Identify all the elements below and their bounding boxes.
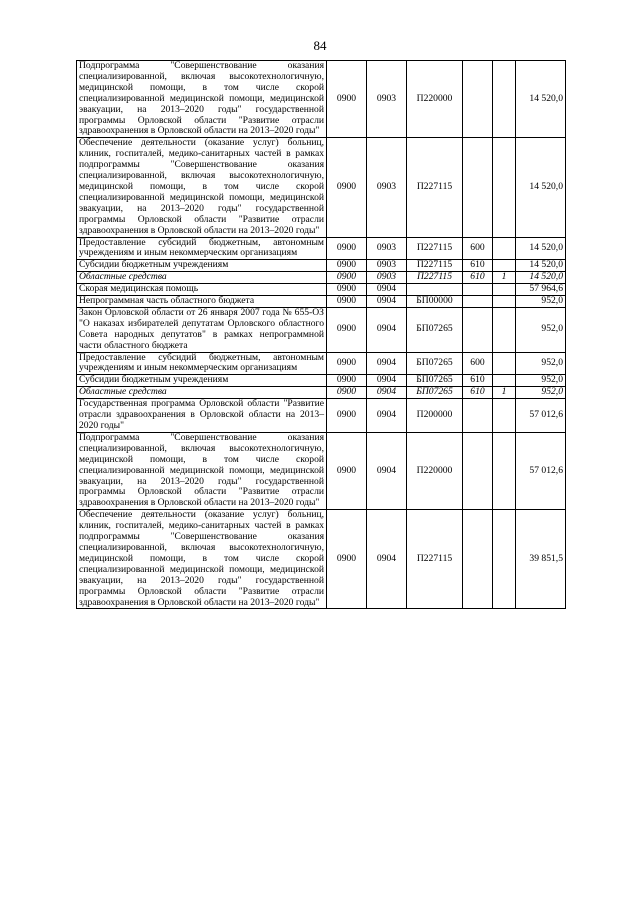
target-article-cell: БП07265 xyxy=(407,307,463,352)
expense-type-cell: 610 xyxy=(463,387,493,399)
razdel-cell: 0900 xyxy=(327,61,367,138)
row-name-cell: Подпрограмма "Совершенствование оказания специализированной, включая высокотехнологичную, медицинской помощи, в том числе скорой специализированной медицинской помощи, медицинской эвакуации, на 2013–2020 годы" государственной программы Орловской области "Развитие отрасли здравоохранения в Орловской области на 2013–2020 годы" xyxy=(77,61,327,138)
target-article-cell xyxy=(407,284,463,296)
razdel-cell: 0900 xyxy=(327,399,367,433)
table-body xyxy=(77,61,566,609)
podrazdel-cell: 0904 xyxy=(367,510,407,609)
row-name-cell: Обеспечение деятельности (оказание услуг) больниц, клиник, госпиталей, медико-санитарных частей в рамках подпрограммы "Совершенствование оказания специализированной, включая высокотехнологичную, медицинской помощи, в том числе скорой специализированной медицинской помощи, медицинской эвакуации, на 2013–2020 годы" государственной программы Орловской области "Развитие отрасли здравоохранения в Орловской области на 2013–2020 годы" xyxy=(77,510,327,609)
row-name-cell: Подпрограмма "Совершенствование оказания специализированной, включая высокотехнологичную, медицинской помощи, в том числе скорой специализированной медицинской помощи, медицинской эвакуации, на 2013–2020 годы" государственной программы Орловской области "Развитие отрасли здравоохранения в Орловской области на 2013–2020 годы" xyxy=(77,432,327,509)
row-name-cell: Закон Орловской области от 26 января 2007 года № 655-ОЗ "О наказах избирателей депутатам Орловского областного Совета народных депутатов" в рамках непрограммной части областного бюджета xyxy=(77,307,327,352)
podrazdel-cell: 0904 xyxy=(367,296,407,308)
funding-source-cell xyxy=(493,237,516,260)
podrazdel-cell: 0903 xyxy=(367,272,407,284)
amount-cell: 14 520,0 xyxy=(516,260,566,272)
row-name-cell: Предоставление субсидий бюджетным, автономным учреждениям и иным некоммерческим организациям xyxy=(77,237,327,260)
podrazdel-cell: 0903 xyxy=(367,237,407,260)
amount-cell: 57 964,6 xyxy=(516,284,566,296)
target-article-cell: П227115 xyxy=(407,260,463,272)
table-row xyxy=(77,260,566,272)
row-name-cell: Непрограммная часть областного бюджета xyxy=(77,296,327,308)
razdel-cell: 0900 xyxy=(327,510,367,609)
row-name-cell: Областные средства xyxy=(77,272,327,284)
table-row xyxy=(77,387,566,399)
expense-type-cell xyxy=(463,296,493,308)
table-row xyxy=(77,296,566,308)
amount-cell: 952,0 xyxy=(516,375,566,387)
amount-cell: 14 520,0 xyxy=(516,272,566,284)
page-number: 84 xyxy=(313,38,327,53)
target-article-cell: БП07265 xyxy=(407,352,463,375)
amount-cell: 14 520,0 xyxy=(516,138,566,237)
target-article-cell: П227115 xyxy=(407,237,463,260)
razdel-cell: 0900 xyxy=(327,307,367,352)
row-name-cell: Предоставление субсидий бюджетным, автономным учреждениям и иным некоммерческим организациям xyxy=(77,352,327,375)
razdel-cell: 0900 xyxy=(327,387,367,399)
table-row xyxy=(77,510,566,609)
table-row xyxy=(77,432,566,509)
expense-type-cell xyxy=(463,138,493,237)
expense-type-cell: 600 xyxy=(463,237,493,260)
razdel-cell: 0900 xyxy=(327,272,367,284)
razdel-cell: 0900 xyxy=(327,260,367,272)
funding-source-cell xyxy=(493,399,516,433)
expense-type-cell: 610 xyxy=(463,375,493,387)
amount-cell: 952,0 xyxy=(516,307,566,352)
podrazdel-cell: 0904 xyxy=(367,307,407,352)
podrazdel-cell: 0904 xyxy=(367,375,407,387)
razdel-cell: 0900 xyxy=(327,375,367,387)
row-name-cell: Областные средства xyxy=(77,387,327,399)
expense-type-cell: 610 xyxy=(463,260,493,272)
podrazdel-cell: 0903 xyxy=(367,138,407,237)
razdel-cell: 0900 xyxy=(327,138,367,237)
target-article-cell: П200000 xyxy=(407,399,463,433)
row-name-cell: Скорая медицинская помощь xyxy=(77,284,327,296)
podrazdel-cell: 0903 xyxy=(367,61,407,138)
row-name-cell: Государственная программа Орловской области "Развитие отрасли здравоохранения в Орловской области на 2013–2020 годы" xyxy=(77,399,327,433)
razdel-cell: 0900 xyxy=(327,432,367,509)
funding-source-cell: 1 xyxy=(493,272,516,284)
amount-cell: 57 012,6 xyxy=(516,432,566,509)
expense-type-cell: 600 xyxy=(463,352,493,375)
funding-source-cell xyxy=(493,375,516,387)
target-article-cell: П227115 xyxy=(407,272,463,284)
row-name-cell: Субсидии бюджетным учреждениям xyxy=(77,260,327,272)
podrazdel-cell: 0904 xyxy=(367,387,407,399)
amount-cell: 39 851,5 xyxy=(516,510,566,609)
podrazdel-cell: 0904 xyxy=(367,432,407,509)
podrazdel-cell: 0903 xyxy=(367,260,407,272)
row-name-cell: Обеспечение деятельности (оказание услуг) больниц, клиник, госпиталей, медико-санитарных частей в рамках подпрограммы "Совершенствование оказания специализированной, включая высокотехнологичную, медицинской помощи, в том числе скорой специализированной медицинской помощи, медицинской эвакуации, на 2013–2020 годы" государственной программы Орловской области "Развитие отрасли здравоохранения в Орловской области на 2013–2020 годы" xyxy=(77,138,327,237)
funding-source-cell xyxy=(493,307,516,352)
row-name-cell: Субсидии бюджетным учреждениям xyxy=(77,375,327,387)
target-article-cell: П220000 xyxy=(407,432,463,509)
funding-source-cell xyxy=(493,352,516,375)
amount-cell: 952,0 xyxy=(516,352,566,375)
razdel-cell: 0900 xyxy=(327,237,367,260)
expense-type-cell xyxy=(463,510,493,609)
target-article-cell: БП00000 xyxy=(407,296,463,308)
razdel-cell: 0900 xyxy=(327,296,367,308)
expense-type-cell xyxy=(463,284,493,296)
table-row xyxy=(77,399,566,433)
table-row xyxy=(77,272,566,284)
table-row xyxy=(77,284,566,296)
amount-cell: 952,0 xyxy=(516,387,566,399)
table-row xyxy=(77,61,566,138)
table-row xyxy=(77,237,566,260)
expense-type-cell xyxy=(463,432,493,509)
target-article-cell: П227115 xyxy=(407,138,463,237)
table-row xyxy=(77,352,566,375)
amount-cell: 57 012,6 xyxy=(516,399,566,433)
funding-source-cell xyxy=(493,432,516,509)
funding-source-cell xyxy=(493,260,516,272)
expense-type-cell xyxy=(463,307,493,352)
table-row xyxy=(77,307,566,352)
budget-table xyxy=(76,60,566,609)
funding-source-cell xyxy=(493,138,516,237)
funding-source-cell xyxy=(493,284,516,296)
funding-source-cell xyxy=(493,296,516,308)
target-article-cell: П220000 xyxy=(407,61,463,138)
amount-cell: 14 520,0 xyxy=(516,237,566,260)
table-row xyxy=(77,375,566,387)
target-article-cell: БП07265 xyxy=(407,375,463,387)
target-article-cell: БП07265 xyxy=(407,387,463,399)
table-row xyxy=(77,138,566,237)
razdel-cell: 0900 xyxy=(327,352,367,375)
expense-type-cell xyxy=(463,61,493,138)
razdel-cell: 0900 xyxy=(327,284,367,296)
target-article-cell: П227115 xyxy=(407,510,463,609)
podrazdel-cell: 0904 xyxy=(367,399,407,433)
amount-cell: 14 520,0 xyxy=(516,61,566,138)
podrazdel-cell: 0904 xyxy=(367,352,407,375)
funding-source-cell: 1 xyxy=(493,387,516,399)
expense-type-cell: 610 xyxy=(463,272,493,284)
funding-source-cell xyxy=(493,61,516,138)
amount-cell: 952,0 xyxy=(516,296,566,308)
podrazdel-cell: 0904 xyxy=(367,284,407,296)
funding-source-cell xyxy=(493,510,516,609)
expense-type-cell xyxy=(463,399,493,433)
